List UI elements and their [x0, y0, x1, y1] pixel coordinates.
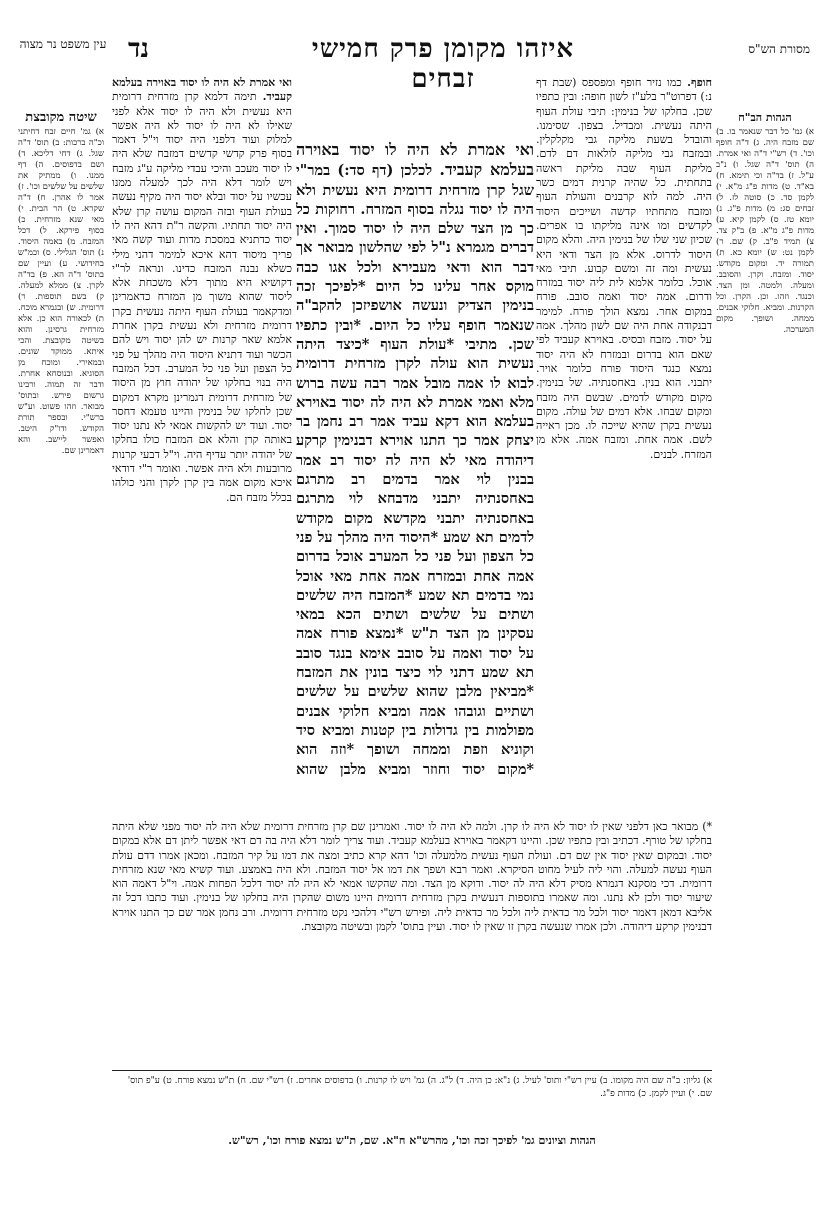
- page-footer: הגהות וציונים גמ' לפיכך זכה וכו', מהרש"א ח"א. שם, ת"ש נמצא פורח וכו', רש"ש.: [228, 1134, 596, 1147]
- page-title: איזהו מקומן פרק חמישי זבחים: [311, 34, 575, 94]
- rashi-text: כמו נזיר חופף ומפספס (שבת דף נ:) דפרוט"ר בלע"ז לשון חופה: ובין כתפיו שכן. בחלקו של בנימין: תיבי עולת העוף היתה נעשית. ומבדיל. בצפון. שסימנו. והובדל בשעת מליקה גבי מקלקלין. ובמזבח גבי מליקה לולאות דם לדם. מליקת העוף שבה מליקת ראשה בתחתית. כל שהיה קרנית דמים כשר היה. למה לוא קרבנים והעולת העוף ומזבח מתחתיו קדשה ושייכים היסוד לקדשים ומו אינה מליקתו בו אפרים. שכיון שני שלו של בנימין היה. והלא מקום היסוד לדרוס. אלא מן הצד ודאי היא נעשית ומה זה ומשם קבוע. תיבי מאי אוכל. כלומר אלמא לית ליה יסוד במזרח ודרום. אמה יסוד ואמה סובב. פורח במקום אחר. נמצא הולך פורח. למימר דבנקודה אחת היה שם לשון מהלך. אמה על יסוד. מזבח ובסיס. באוירא קעביד לפי שאם הוא בדרום ובמזרח לא היה יסוד נמצא כנגד היסוד פורח כלומר אויר. יתבני. הוא בנין. באחסנתיה. של בנימין. מקום מקודש לדמים. שבשם היה מזבח ומקום שבחו. אלא דמים של עולה. מקום נעשית בקרן שהיא שייכה לו. מכן ראייה לשם. אמה אחת. ומזבח אמה. אלא מן המזרח. לבנים.: [536, 76, 712, 461]
- rashi-column: [536, 76, 712, 816]
- gemara-text: לכלכן (דף סד:) במר"י שגל קרן מזרחית דרומית היא נעשית ולא היה לו יסוד נגלה בסוף המזרח. רחוקות כל כך מן הצד שלם היה לו יסוד סמוך. ואין דברים מגמרא נ"ל לפי שהלשון מבואר אך דבר הוא ודאי מעבירא ולכל אגו כבה מוקס אחר עלינו כל היום *לפיכך זכה בנימין הצדיק ונעשה אושפיזכן להקב"ה שנאמר חופף עליו כל היום. *ובין כתפיו שכן. מתיבי *עולת העוף *כיצד היתה נעשית הוא עולה לקרן מזרחית דרומית לבוא לו אמה מובל אמר רבה עשה ברוש מלא ואמי אמרת לא היה לה יסוד באוירא בעלמא הוא דקא עביד אמר רב נחמן בר יצחק אמר כך התנו אוירא דבנימין קרקע דיהודה מאי לא היה לה יסוד רב אמר בבנין לוי אמר בדמים רב מתרגם באחסנתיה יתבני מדבחא לוי מתרגם באחסנתיה יתבני מקדשא מקום מקודש לדמים תא שמע *היסוד היה מהלך על פני כל הצפון ועל פני כל המערב אוכל בדרום אמה אחת ובמזרח אמה אחת מאי אוכל נמי בדמים תא שמע *המזבח היה שלשים ושתים על שלשים ושתים הכא במאי עסקינן מן הצד ת"ש *נמצא פורח אמה על יסוד ואמה על סובב אימא בנגד סובב תא שמע דתני לוי כיצד בונין את המזבח *מביאין מלבן שהוא שלשים על שלשים ושתיים וגובהו אמה ומביא חלוקי אבנים מפולמות בין גדולות בין קטנות ומביא סיד וקוניא וזפת וממחה ושופך *וזה הוא *מקום יסוד וחוזר ומביא מלבן שהוא: [296, 162, 534, 778]
- gemara-block: [296, 140, 534, 780]
- footnotes-text: א) גליון: ב"ה שם היה מקומו. ב) עיין רש"י ותוס' לעיל. ג) נ"א: כן היה. ד) ל"ג. ה) גמ' ויש לו קרנות. ו) בדפוסים אחרים. ז) רש"י שם. ח) ת"ש נמצא פורח. ט) ע"פ תוס' שם. י) ועיין לקמן. כ) מדות פ"ג.: [127, 1076, 712, 1099]
- masoret-hashas-label: מסורת הש"ס: [748, 42, 810, 56]
- margin-left-column: [18, 108, 104, 1118]
- ein-mishpat-label: עין משפט נר מצוה: [19, 37, 107, 51]
- tosafot-opening: ואי אמרת לא היה לו יסוד באוירה בעלמא קעביד.: [112, 76, 292, 104]
- bottom-commentary-text: *) מבואר כאן דלפני שאין לו יסוד לא היה לו קרן. ולמה לא היה לו יסוד. ואמרינן שם קרן מזרחית דרומית שלא היה לה יסוד מפני שלא היתה בחלקו של טורף. דכתיב ובין כתפיו שכן. והיינו דקאמר באוירא בעלמא קעביד. ועוד צריך לומר דלא היה בה דם דאי אפשר ליתן דם אלא במקום יסוד. ובמקום שאין יסוד אין שם דם. ועולת העוף נעשית מלמעלה וכו' דהא קרא כתיב ומצה את דמו על קיר המזבח. ומכאן אמרו דדם עולת העוף נעשה למעלה. והוי ליה לעיל מחוט הסיקרא. ואמר רבא ושפך את דמו אל יסוד המזבח. ולא היה באמצע. ועוד קשיא מאי שנא מזרחית דרומית. דכי מסקנא דגמרא מסיק דלא היה לה יסוד. ודוקא מן הצד. ומה שהקשו אמאי לא היה לה יסוד דלכל הפחות אמה. וי"ל דאמה הוא שיעור יסוד ולכן לא נתנו. ומה שאמרו בתוספות דנעשית בקרן מזרחית דרומית היינו משום שהקרן היה בחלקו של בנימין. ועוד כתבו דכל זה אליבא דמאן דאמר יסוד ולכל מר כדאית ליה ולכל מר כדאית ליה. ופירש רש"י דלהכי נקט מזרחית דרומית. ורב נחמן אמר שם כך התנו אוירא דבנימין קרקע דיהודה. ולכן אמרו שנעשה בקרן זו שאין לו יסוד. ועיין בתוס' לקמן ובשיטה מקובצת.: [112, 820, 712, 934]
- shita-mekubetzet-title: שיטה מקובצת: [25, 110, 97, 125]
- page-number: נד: [128, 34, 149, 64]
- margin-right-column: [716, 108, 814, 1118]
- rashi-block: [536, 76, 712, 462]
- gemara-column: [296, 140, 534, 780]
- margin-right-text: א) גמ' כל דבר שנאמר בו. ב) שם מזבח היה. ג) ד"ה חופף וכו'. ד) רש"י ד"ה ואי אמרת. ה) תוס' ד"ה שגל. ו) נ"ב ע"ל. ז) בד"ה וכי תימא. ח) בא"ד. ט) מדות פ"ג מ"א. י) לקמן סד. כ) סוטה לז. ל) זבחים סג: מ) מדות פ"ג. נ) יומא טז. ס) לקמן קיא. ע) מדות פ"ג מ"א. פ) ב"ק צד. צ) תמיד פ"ב. ק) שם. ר) לקמן נט: ש) יומא כא. ת) תמורה יד. ומקום מקודש. יסוד. ומזבח. וקרן. והסובב. ומעלה. ולמטה. ומן הצד. וכנגד. וזהו. וכן. הקרן. וכל הקרנות. ומביא. חלוקי אבנים. ממחה. ושופך. מקום המערכה.: [716, 127, 814, 335]
- hagahot-title: הגהות הב"ח: [738, 111, 792, 124]
- tosafot-column: [112, 76, 292, 816]
- tosafot-text: תימה דלמא קרן מזרחית דרומית היא נעשית ולא היה לו יסוד אלא לפני שאילו לא היה לו יסוד לא היה אפשר למלוק ועוד דלפני היה יסוד וי"ל דאמר בסוף פרק קדשי קדשים דמזבח שלא היה לו יסוד מעכב והיכי עבדי מליקה ע"ג מזבח ויש לומר דלא היה לכך למעלה ממנו עכשיו על יסוד ובלא יסוד היה מקיף נעשה בעולת העוף ובזה המקום עושה קרן שלא היה יסוד תחתיו. והקשה ר"ת דהא היה לו יסוד כדתניא במסכת מדות ועוד קשה מאי פריך מיסוד דהא איכא למימר דהני מילי כשלא נבנה המזבח כדינו. ונראה לר"י דקושיא היא מתוך דלא משכחת אלא ליסוד שהוא משוך מן המזרח כדאמרינן ומדקאמר בעולת העוף היתה נעשית בקרן דרומית מזרחית ולא נעשית בקרן אחרת אלמא שאר קרנות יש להן יסוד ויש להם הכשר ועוד דתניא היסוד היה מהלך על פני כל הצפון ועל פני כל המערב. דכל המזבח היה בנוי בחלקו של יהודה חוץ מן היסוד של מזרחית דרומית דגמרינן מקרא דמקום שכן לחלקו של בנימין והיינו טעמא דחסר יסוד. ועוד יש להקשות אמאי לא נתנו יסוד באותה קרן והלא אם המזבח כולו בחלקו של יהודה יותר עדיף היה. וי"ל דבעי קרנות מרובעות ולא היה אפשר. ואומר ר"י דודאי איכא מקום אמה בין קרן לקרן והני כולהו בכלל מזבח הם.: [112, 90, 292, 504]
- tosafot-block: [112, 76, 292, 505]
- rashi-opening: חופף.: [687, 76, 712, 89]
- gemara-opening: ואי אמרת לא היה לו יסוד באוירה בעלמא קעביד.: [296, 140, 534, 180]
- footnotes: [112, 1070, 712, 1130]
- bottom-commentary: [112, 820, 712, 1068]
- margin-left-text: א) גמ' חיים זבח דחיתני וכ"ה ברכות: ב) תוס' ד"ה שגל. ג) דחי דליכא. ד) ושם בדפוסים. ה) דף ממנו. ו) ממתיק את שלשים על שלשים וכו'. ז) אמר לו אהרן. ח) ד"ה שקרא. ט) הר הבית. י) מאי שנא מזרחית. כ) בסוף פירקא. ל) דכל המזבח. מ) באמה היסוד. נ) תוס' הגלילי. ס) וכמ"ש בחידושי. ע) ועיין שם בתוס' ד"ה הא. פ) בד"ה לקרן. צ) ממלא למעלה. ק) בשם תוספות. ר) דרומית. ש) ובגמרא מוכח. ת) לכאורה הוא כן. אלא מזרחית גרסינן. והוא בשיטה מקובצת. והכי איתא. ממוקד שונים. ובמאירי. ומוכח מן הסוגיא. ובנוסחא אחרת. ודבר זה תמוה. ורבינו גרשום פירש. ובתוס' מבואר. וזהו פשוט. וע"ש ברש"י. ובספר תורת הקודש. ודו"ק היטב. ואפשר ליישב. והא דאמרינן שם.: [18, 127, 104, 456]
